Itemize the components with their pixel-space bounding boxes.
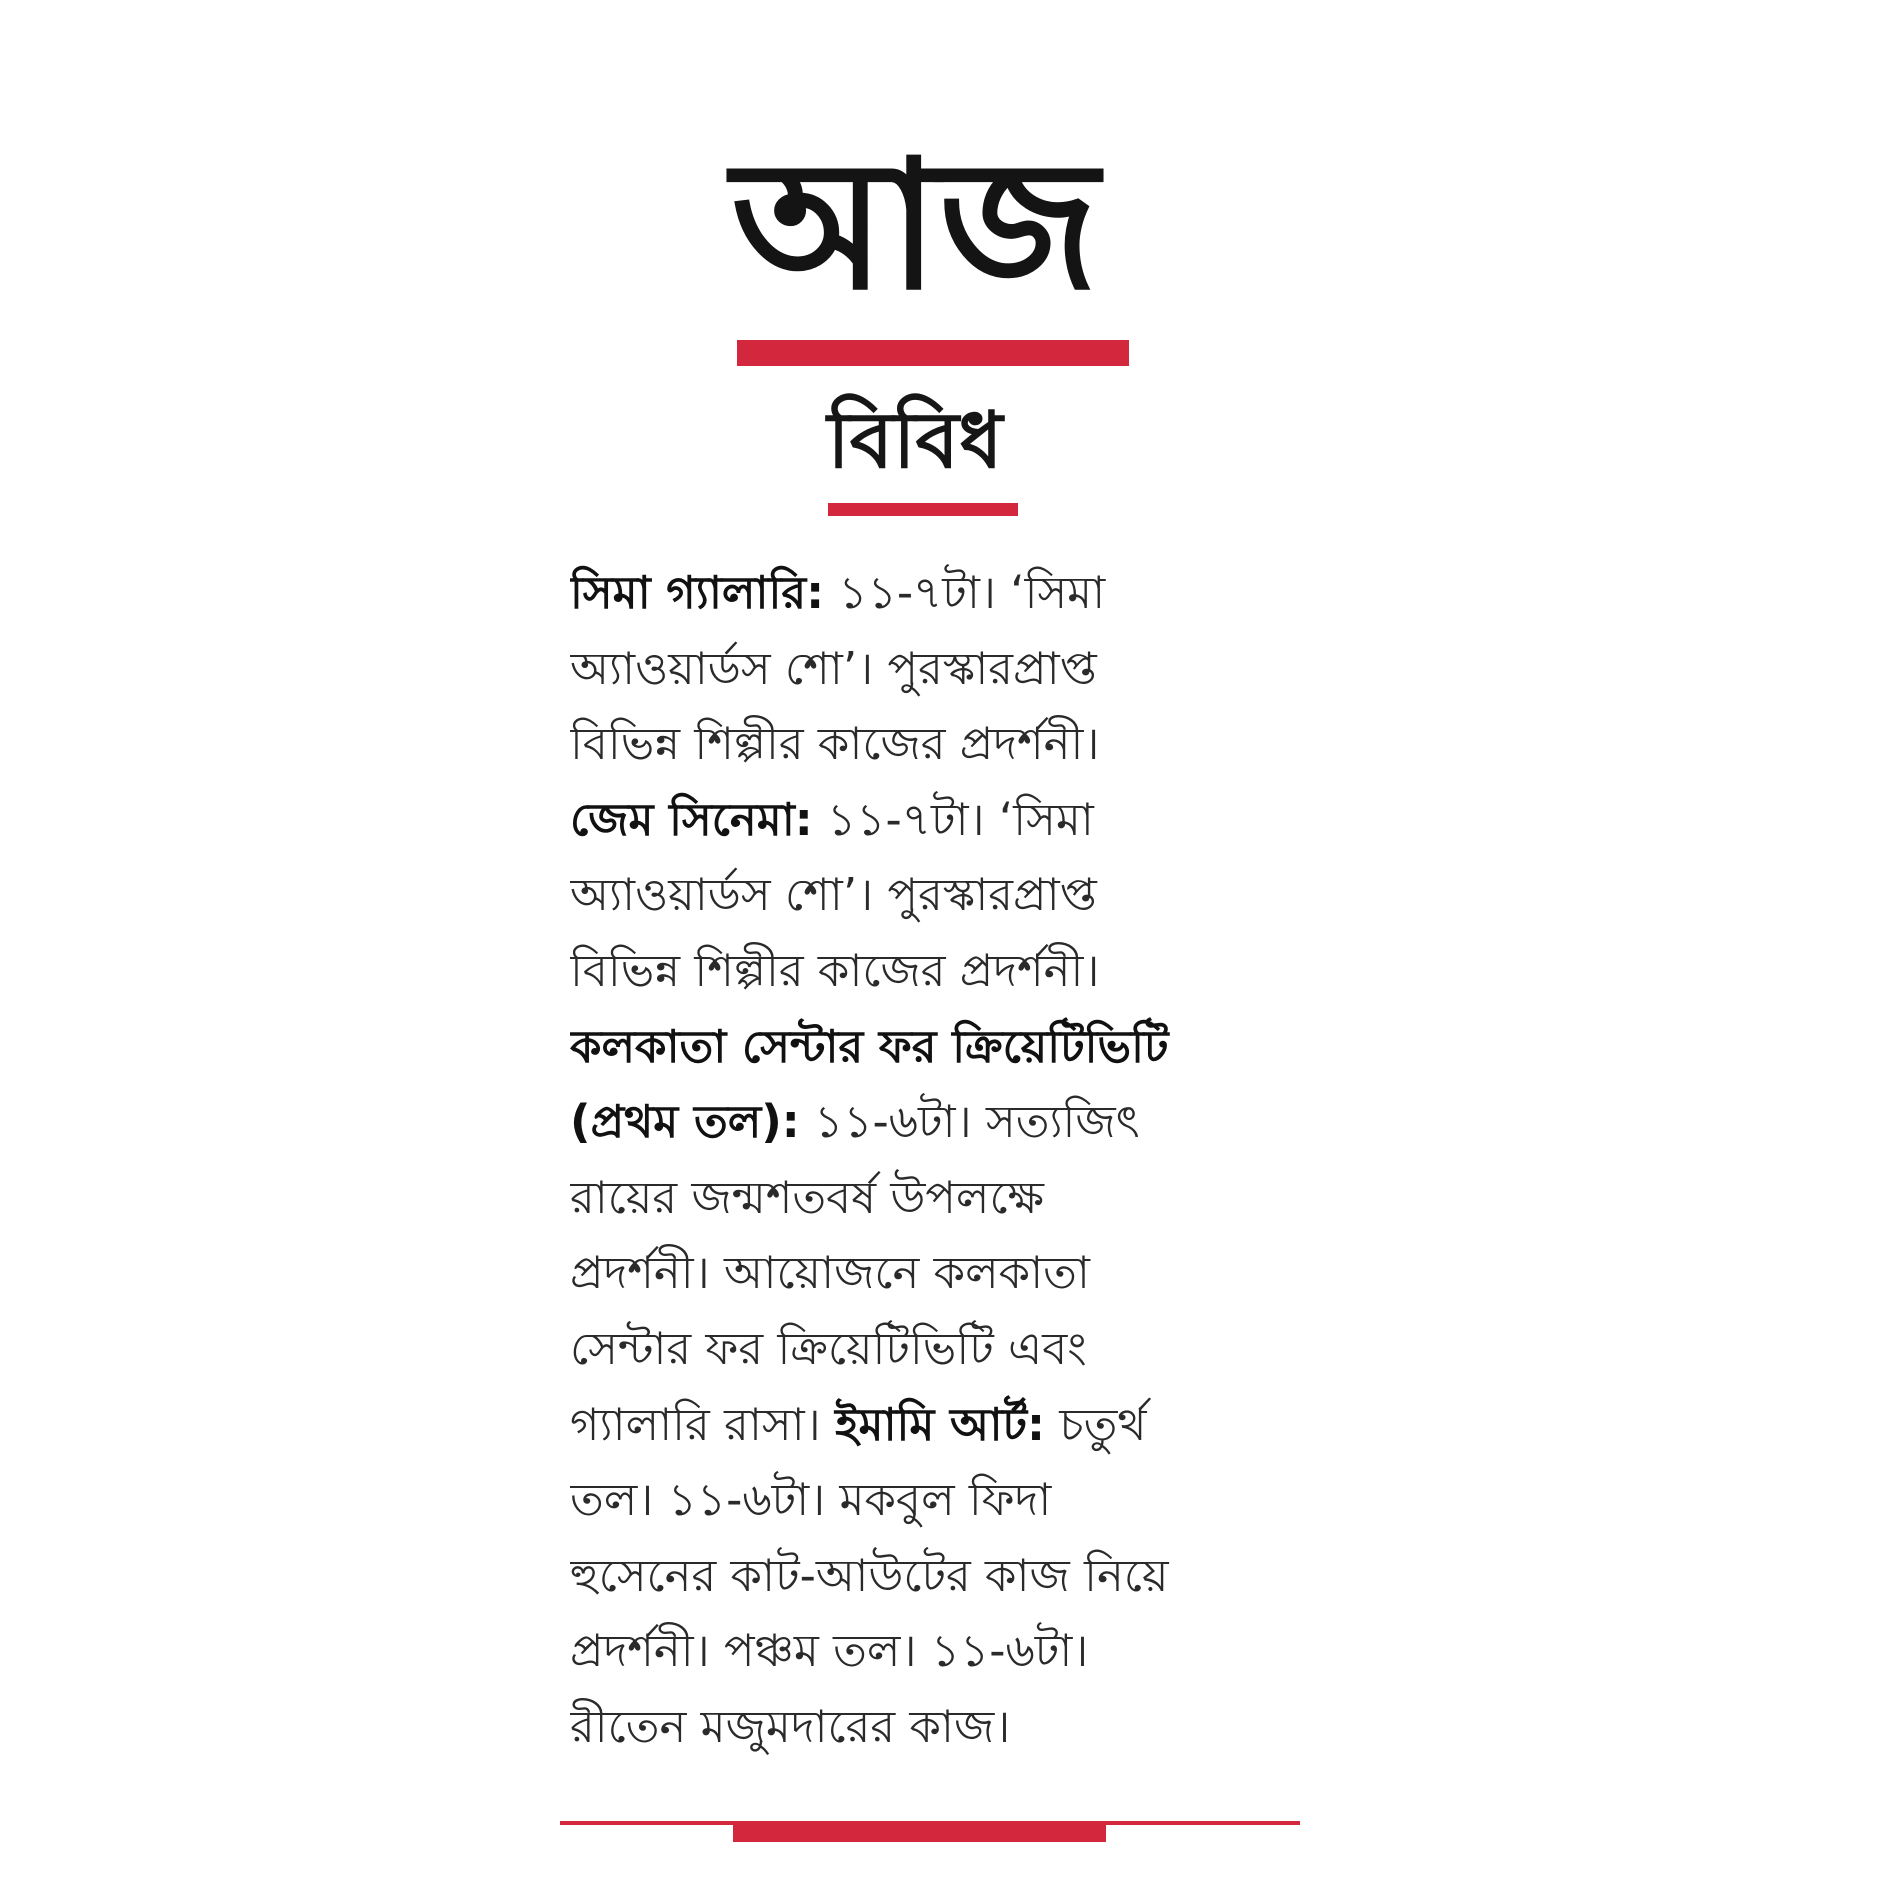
listing-text: অ্যাওয়ার্ডস শো’। পুরস্কারপ্রাপ্ত	[570, 868, 1097, 922]
listing-text: হুসেনের কাট-আউটের কাজ নিয়ে	[570, 1548, 1169, 1602]
listing-line	[570, 782, 1310, 858]
listing-text: ১১-৭টা। ‘সিমা	[812, 792, 1094, 846]
listing-line	[570, 555, 1310, 631]
masthead-title: আজ	[731, 120, 1099, 329]
section-header	[780, 385, 1050, 500]
venue-name: কলকাতা সেন্টার ফর ক্রিয়েটিভিটি	[570, 1019, 1169, 1073]
listing-text: ১১-৭টা। ‘সিমা	[824, 566, 1106, 619]
listing-text: চতুর্থ	[1045, 1397, 1147, 1451]
listing-line	[570, 1009, 1310, 1085]
listing-line	[570, 631, 1310, 707]
venue-name: ইমামি আর্ট:	[835, 1397, 1046, 1451]
listing-text: সেন্টার ফর ক্রিয়েটিভিটি এবং	[570, 1321, 1087, 1375]
listing-line	[570, 1689, 1310, 1765]
section-title: বিবিধ	[827, 396, 1003, 486]
listing-text: প্রদর্শনী। পঞ্চম তল। ১১-৬টা।	[570, 1624, 1089, 1678]
listing-line	[570, 1538, 1310, 1614]
masthead-red-rule	[737, 340, 1129, 366]
listing-text: বিভিন্ন শিল্পীর কাজের প্রদর্শনী।	[570, 943, 1100, 997]
listing-line	[570, 1160, 1310, 1236]
listing-column	[570, 555, 1310, 1765]
listing-text: বিভিন্ন শিল্পীর কাজের প্রদর্শনী।	[570, 717, 1100, 771]
listing-line	[570, 1311, 1310, 1387]
listing-line	[570, 1084, 1310, 1160]
venue-name: (প্রথম তল):	[570, 1095, 800, 1149]
listing-line	[570, 857, 1310, 933]
masthead	[700, 120, 1130, 340]
listing-line	[570, 1462, 1310, 1538]
listing-text: তল। ১১-৬টা। মকবুল ফিদা	[570, 1473, 1052, 1527]
listing-line	[570, 1613, 1310, 1689]
listing-line	[570, 1235, 1310, 1311]
listing-text: রায়ের জন্মশতবর্ষ উপলক্ষে	[570, 1170, 1044, 1224]
listing-text: প্রদর্শনী। আয়োজনে কলকাতা	[570, 1246, 1090, 1300]
listing-text: রীতেন মজুমদারের কাজ।	[570, 1699, 1011, 1753]
venue-name: সিমা গ্যালারি:	[570, 566, 825, 619]
listing-line	[570, 706, 1310, 782]
venue-name: জেম সিনেমা:	[570, 792, 813, 846]
section-red-rule	[828, 503, 1018, 516]
listing-line	[570, 1387, 1310, 1463]
listing-line	[570, 933, 1310, 1009]
listing-text: ১১-৬টা। সত্যজিৎ	[799, 1095, 1140, 1149]
listing-text: গ্যালারি রাসা।	[570, 1397, 836, 1451]
listing-text: অ্যাওয়ার্ডস শো’। পুরস্কারপ্রাপ্ত	[570, 641, 1097, 695]
footer-thick-rule	[733, 1825, 1106, 1842]
